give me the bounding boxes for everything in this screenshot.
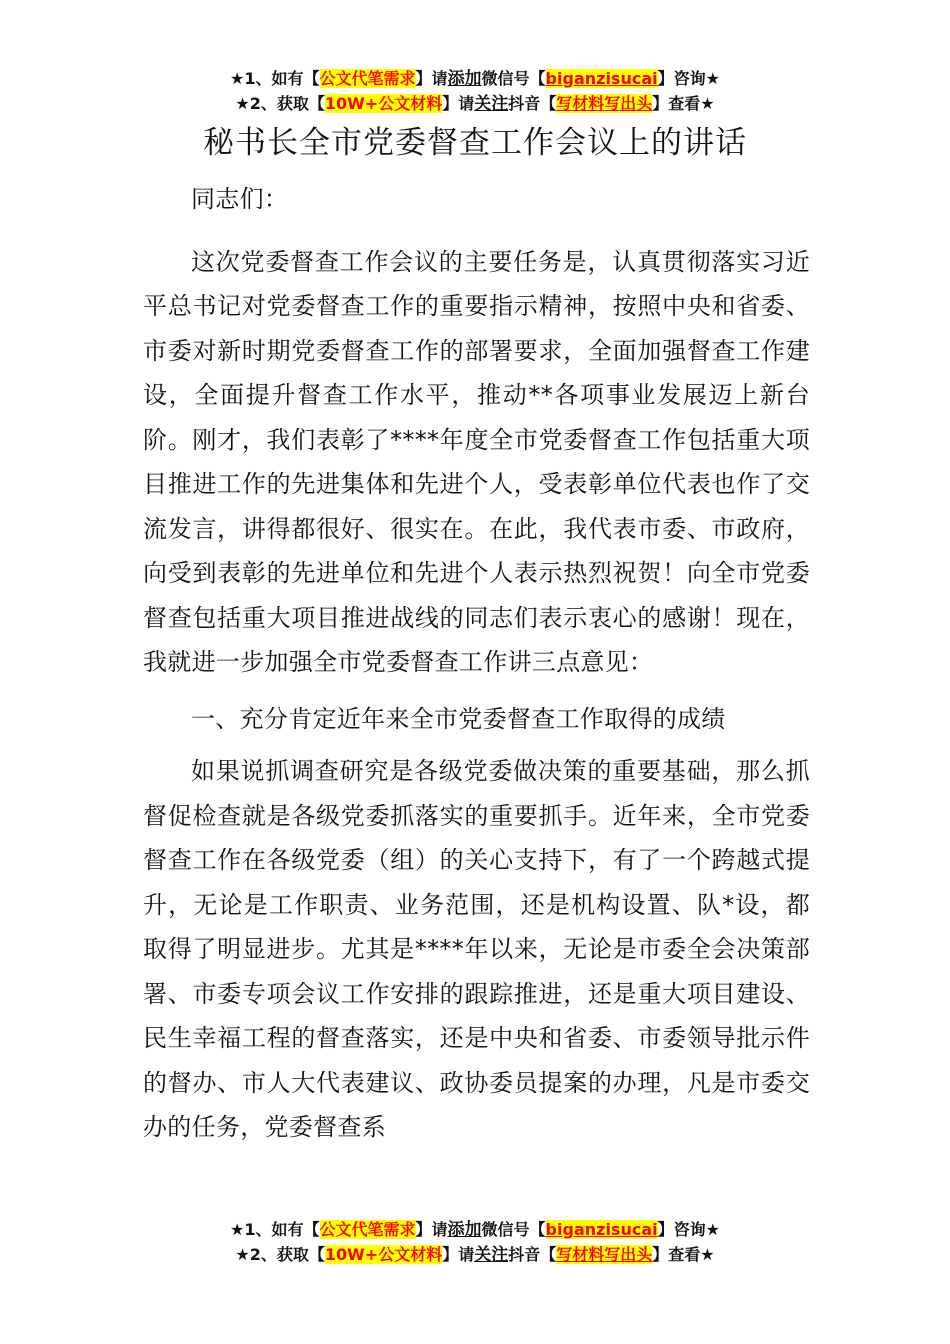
wechat-id-link[interactable]: biganzisucai — [545, 69, 658, 88]
ad-text: ★2、获取【 — [235, 1245, 325, 1264]
ad-text: 微信号【 — [481, 69, 546, 88]
ad-text: 】请 — [442, 1245, 475, 1264]
ad-highlight-materials: 10W+公文材料 — [324, 1245, 443, 1264]
document-title: 秘书长全市党委督查工作会议上的讲话 — [203, 125, 747, 161]
ad-text-emphasis: 添加 — [447, 69, 482, 89]
ad-text: 】咨询★ — [657, 1220, 720, 1239]
ad-highlight-service: 公文代笔需求 — [319, 69, 416, 88]
ad-text: 】查看★ — [652, 94, 715, 113]
body-paragraph: 如果说抓调查研究是各级党委做决策的重要基础，那么抓督促检查就是各级党委抓落实的重要抓手。近年来，全市党委督查工作在各级党委（组）的关心支持下，有了一个跨越式提升，无论是工作职责、业务范围，还是机构设置、队*设，都取得了明显进步。尤其是****年以来，无论是市委全会决策部署、市委专项会议工作安排的跟踪推进，还是重大项目建设、民生幸福工程的督查落实，还是中央和省委、市委领导批示件的督办、市人大代表建议、政协委员提案的办理，凡是市委交办的任务，党委督查系 — [143, 757, 810, 1141]
ad-text-emphasis: 添加 — [447, 1220, 482, 1240]
ad-text: 】请 — [442, 94, 475, 113]
ad-text: 抖音【 — [508, 1245, 557, 1264]
document-body — [143, 177, 810, 1150]
ad-highlight-service: 公文代笔需求 — [319, 1220, 416, 1239]
section-heading: 一、充分肯定近年来全市党委督查工作取得的成绩 — [191, 704, 726, 733]
douyin-account-link[interactable]: 写材料写出头 — [556, 1245, 653, 1264]
header-ad-line-1 — [0, 68, 950, 90]
ad-text: ★2、获取【 — [235, 94, 325, 113]
ad-text-emphasis: 关注 — [474, 94, 509, 114]
ad-text: 】请 — [415, 69, 448, 88]
ad-text: 】查看★ — [652, 1245, 715, 1264]
body-paragraph: 这次党委督查工作会议的主要任务是，认真贯彻落实习近平总书记对党委督查工作的重要指示精神，按照中央和省委、市委对新时期党委督查工作的部署要求，全面加强督查工作建设，全面提升督查工作水平，推动**各项事业发展迈上新台阶。刚才，我们表彰了****年度全市党委督查工作包括重大项目推进工作的先进集体和先进个人，受表彰单位代表也作了交流发言，讲得都很好、很实在。在此，我代表市委、市政府，向受到表彰的先进单位和先进个人表示热烈祝贺！向全市党委督查包括重大项目推进战线的同志们表示衷心的感谢！现在，我就进一步加强全市党委督查工作讲三点意见： — [143, 247, 810, 676]
header-ad-line-2 — [0, 93, 950, 115]
wechat-id-link[interactable]: biganzisucai — [545, 1220, 658, 1239]
footer-ad-line-1 — [0, 1219, 950, 1241]
ad-text: ★1、如有【 — [230, 1220, 320, 1239]
ad-highlight-materials: 10W+公文材料 — [324, 94, 443, 113]
ad-text: 】请 — [415, 1220, 448, 1239]
salutation: 同志们： — [191, 185, 289, 213]
footer-ad-line-2 — [0, 1244, 950, 1266]
ad-text: 微信号【 — [481, 1220, 546, 1239]
ad-text-emphasis: 关注 — [474, 1245, 509, 1265]
ad-text: 抖音【 — [508, 94, 557, 113]
ad-text: ★1、如有【 — [230, 69, 320, 88]
ad-text: 】咨询★ — [657, 69, 720, 88]
douyin-account-link[interactable]: 写材料写出头 — [556, 94, 653, 113]
